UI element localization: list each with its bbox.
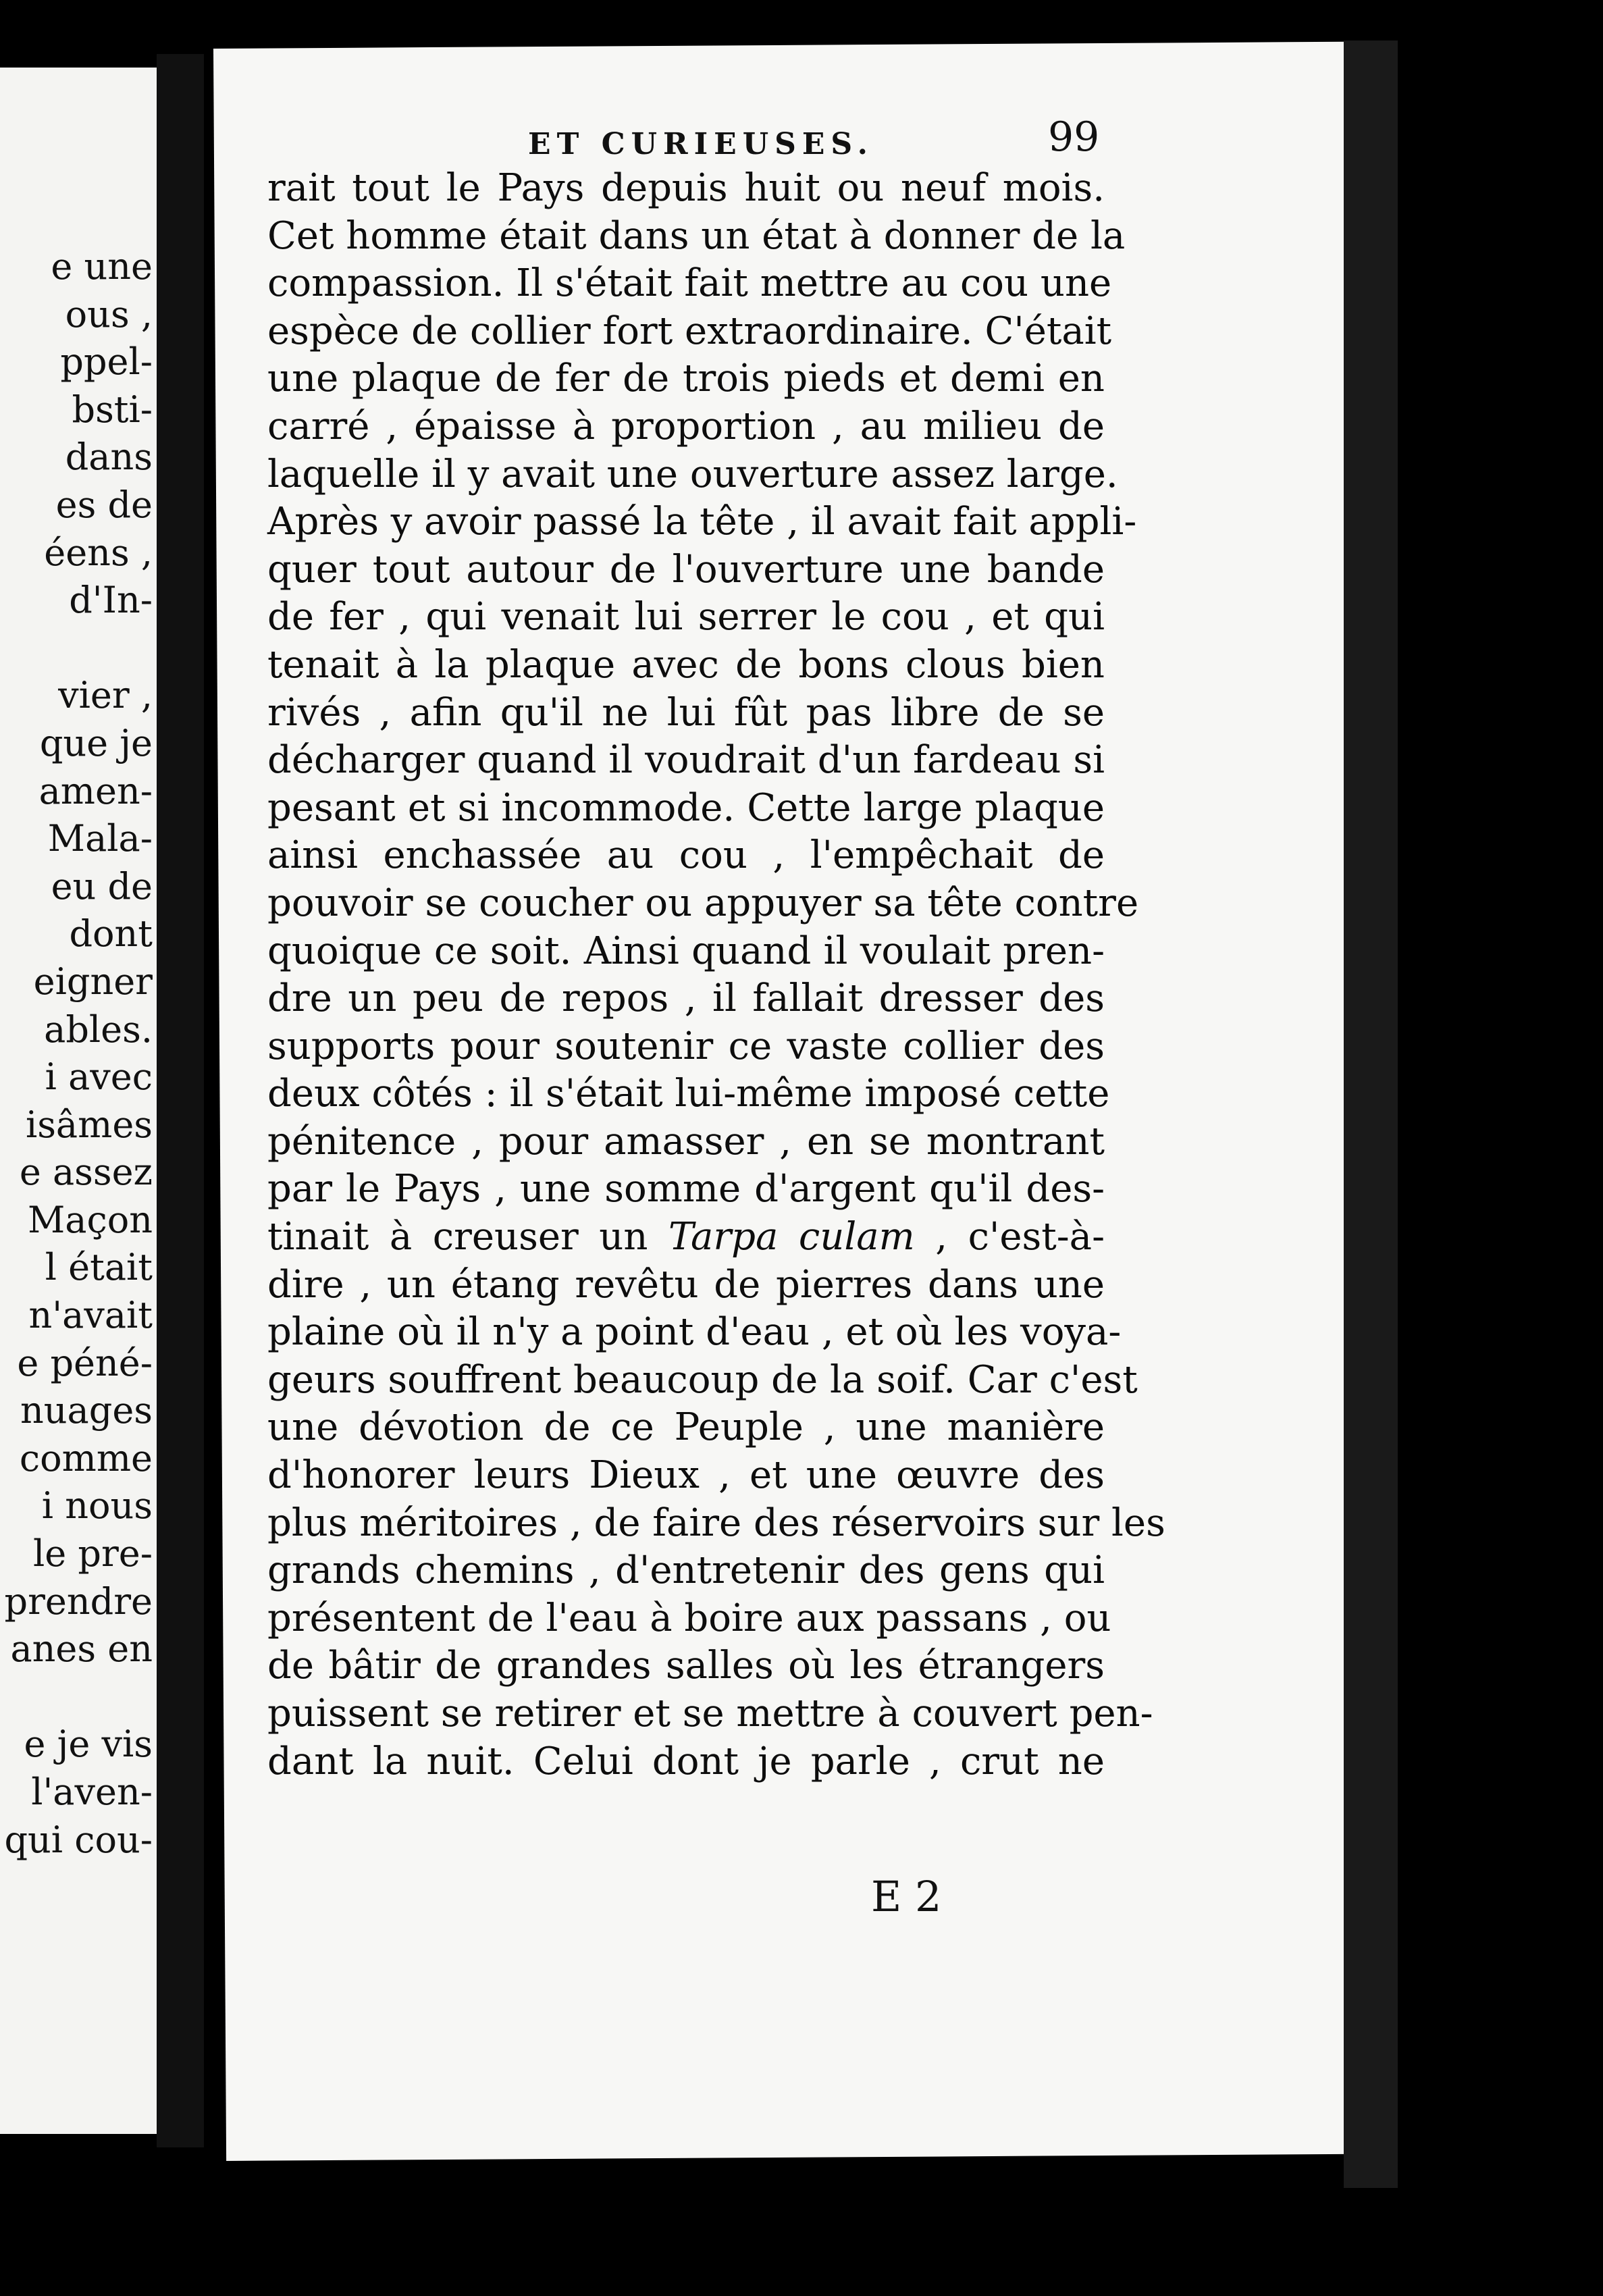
text-line: carré , épaisse à proportion , au milieu de (267, 404, 1105, 448)
text-line: plus méritoires , de faire des réservoirs sur les (267, 1501, 1165, 1545)
left-text-line: n'avait (28, 1294, 153, 1337)
text-line-segment: tinait à creuser un (267, 1215, 668, 1259)
text-line: geurs souffrent beaucoup de la soif. Car c'est (267, 1357, 1138, 1402)
left-text-line: anes en (10, 1627, 153, 1671)
text-line: rivés , afin qu'il ne lui fût pas libre de se (267, 690, 1105, 735)
text-line-segment: , c'est-à- (914, 1215, 1105, 1259)
text-line: par le Pays , une somme d'argent qu'il des- (267, 1167, 1105, 1211)
left-text-line: l était (45, 1246, 153, 1289)
left-text-line: prendre (4, 1580, 153, 1623)
text-line: grands chemins , d'entretenir des gens qui (267, 1548, 1105, 1593)
left-text-line: e je vis (24, 1723, 153, 1766)
left-text-line: bsti- (72, 388, 153, 431)
text-line: une dévotion de ce Peuple , une manière (267, 1405, 1105, 1450)
left-text-line: l'aven- (31, 1771, 153, 1813)
body-text (267, 165, 1165, 1785)
left-text-line: Maçon (27, 1198, 153, 1241)
left-text-line: eigner (33, 960, 153, 1003)
left-text-line: ppel- (60, 340, 153, 384)
left-text-line: le pre- (33, 1532, 153, 1575)
text-line: tenait à la plaque avec de bons clous bien (267, 642, 1105, 687)
text-line: d'honorer leurs Dieux , et une œuvre des (267, 1453, 1105, 1498)
left-text-line: d'In- (69, 579, 153, 622)
book-gutter (157, 54, 204, 2147)
left-text-line: i avec (45, 1055, 153, 1099)
left-text-line: vier , (58, 674, 153, 717)
text-line: plaine où il n'y a point d'eau , et où les voya- (267, 1310, 1122, 1355)
left-text-line: qui cou- (4, 1818, 153, 1861)
left-text-line: i nous (41, 1484, 153, 1528)
left-text-line: ables. (44, 1008, 153, 1051)
text-line: dire , un étang revêtu de pierres dans une (267, 1262, 1105, 1307)
text-line: quoique ce soit. Ainsi quand il voulait pren- (267, 929, 1105, 973)
text-line: Après y avoir passé la tête , il avait fait appli- (267, 500, 1137, 544)
left-text-line: eu de (51, 864, 153, 908)
left-text-line: dont (69, 912, 153, 956)
text-line: espèce de collier fort extraordinaire. C'était (267, 309, 1112, 353)
text-line: pénitence , pour amasser , en se montrant (267, 1119, 1105, 1164)
text-line: présentent de l'eau à boire aux passans , ou (267, 1596, 1111, 1640)
text-line: pouvoir se coucher ou appuyer sa tête contre (267, 881, 1139, 925)
text-line: dre un peu de repos , il fallait dresser des (267, 976, 1105, 1021)
left-text-line: dans (65, 436, 153, 479)
italic-term: Tarpa culam (668, 1215, 915, 1259)
left-text-line: amen- (38, 769, 153, 812)
left-text-line: éens , (44, 531, 153, 574)
text-line (267, 1214, 1105, 1261)
left-text-line: isâmes (25, 1103, 153, 1146)
left-text-line: e une (51, 245, 153, 288)
left-text-line: e assez (19, 1151, 153, 1194)
left-text-line: nuages (20, 1389, 153, 1432)
text-line: de bâtir de grandes salles où les étrangers (267, 1644, 1105, 1688)
left-text-line (0, 1673, 153, 1721)
signature-mark: E 2 (871, 1872, 942, 1921)
text-line: de fer , qui venait lui serrer le cou , et qui (267, 595, 1105, 640)
left-text-line (0, 625, 153, 673)
text-line: compassion. Il s'était fait mettre au cou une (267, 261, 1112, 306)
text-line: décharger quand il voudrait d'un fardeau si (267, 738, 1105, 783)
text-line: supports pour soutenir ce vaste collier des (267, 1024, 1105, 1068)
text-line: dant la nuit. Celui dont je parle , crut ne (267, 1739, 1105, 1783)
page-number: 99 (1048, 113, 1100, 161)
page-edge-shadow (1344, 41, 1398, 2188)
left-page-text (0, 243, 153, 1864)
text-line: puissent se retirer et se mettre à couvert pen- (267, 1692, 1153, 1736)
text-line: laquelle il y avait une ouverture assez large. (267, 452, 1118, 496)
running-head: ET CURIEUSES. (528, 127, 874, 161)
text-line: pesant et si incommode. Cette large plaque (267, 785, 1105, 830)
left-text-line: es de (55, 483, 153, 526)
text-line: ainsi enchassée au cou , l'empêchait de (267, 833, 1105, 878)
text-line: deux côtés : il s'était lui-même imposé cette (267, 1072, 1110, 1116)
left-text-line: Mala- (47, 817, 153, 860)
left-text-line: e péné- (17, 1341, 153, 1384)
text-line: une plaque de fer de trois pieds et demi en (267, 357, 1105, 401)
text-line: quer tout autour de l'ouverture une bande (267, 547, 1105, 592)
left-text-line: ous , (65, 292, 153, 336)
text-line: Cet homme était dans un état à donner de la (267, 213, 1126, 258)
text-line: rait tout le Pays depuis huit ou neuf mois. (267, 166, 1105, 210)
left-text-line: que je (39, 721, 153, 764)
left-text-line: comme (19, 1436, 153, 1480)
